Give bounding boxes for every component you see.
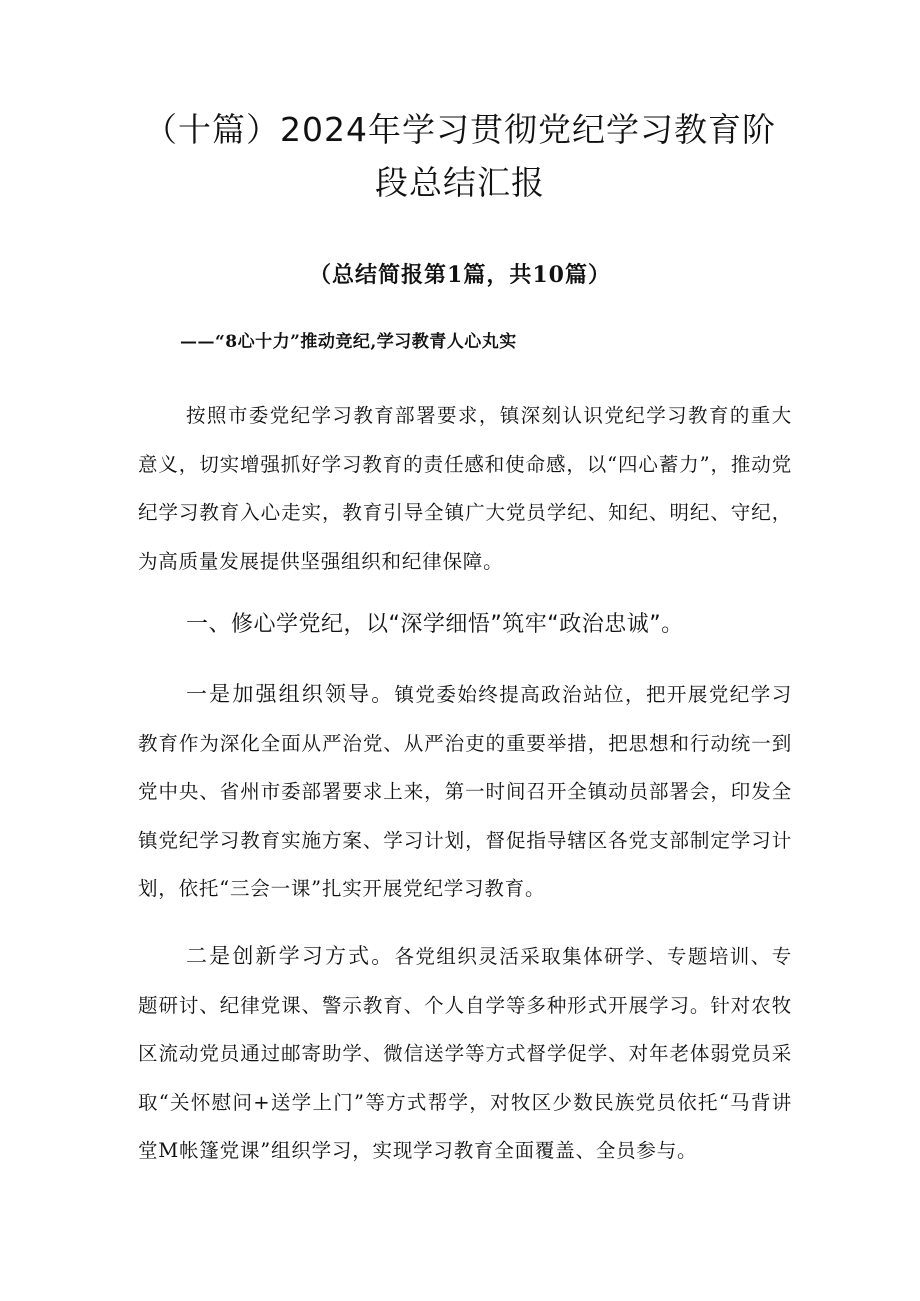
document-title-line-2: 段总结汇报 [375, 163, 545, 202]
document-subtitle: （总结简报第1篇，共10篇） [309, 262, 611, 288]
document-tagline: ——“8心十力”推动竞纪,学习教青人心丸实 [180, 332, 517, 352]
point-1-text: 镇党委始终提高政治站位，把开展党纪学习教育作为深化全面从严治党、从严治吏的重要举措，把思想和行动统一到党中央、省州市委部署要求上来，第一时间召开全镇动员部署会，印发全镇党纪学习教育实施方案、学习计划，督促指导辖区各党支部制定学习计划，依托“三会一课”扎实开展党纪学习教育。 [138, 683, 793, 900]
section-1-point-1 [138, 670, 792, 914]
section-1-point-2 [138, 932, 792, 1176]
document-title-line-1: （十篇）2024年学习贯彻党纪学习教育阶 [144, 110, 776, 149]
point-2-lead: 二是创新学习方式。 [186, 944, 395, 968]
intro-paragraph: 按照市委党纪学习教育部署要求，镇深刻认识党纪学习教育的重大意义，切实增强抓好学习教育的责任感和使命感，以“四心蓄力”，推动党纪学习教育入心走实，教育引导全镇广大党员学纪、知纪、明纪、守纪，为高质量发展提供坚强组织和纪律保障。 [138, 404, 792, 573]
section-1-heading: 一、修心学党纪，以“深学细悟”筑牢“政治忠诚”。 [186, 612, 684, 637]
point-1-lead: 一是加强组织领导。 [186, 682, 395, 706]
point-2-text: 各党组织灵活采取集体研学、专题培训、专题研讨、纪律党课、警示教育、个人自学等多种形式开展学习。针对农牧区流动党员通过邮寄助学、微信送学等方式督学促学、对年老体弱党员采取“关怀慰问+送学上门”等方式帮学，对牧区少数民族党员依托“马背讲堂M帐篷党课”组织学习，实现学习教育全面覆盖、全员参与。 [138, 945, 793, 1162]
